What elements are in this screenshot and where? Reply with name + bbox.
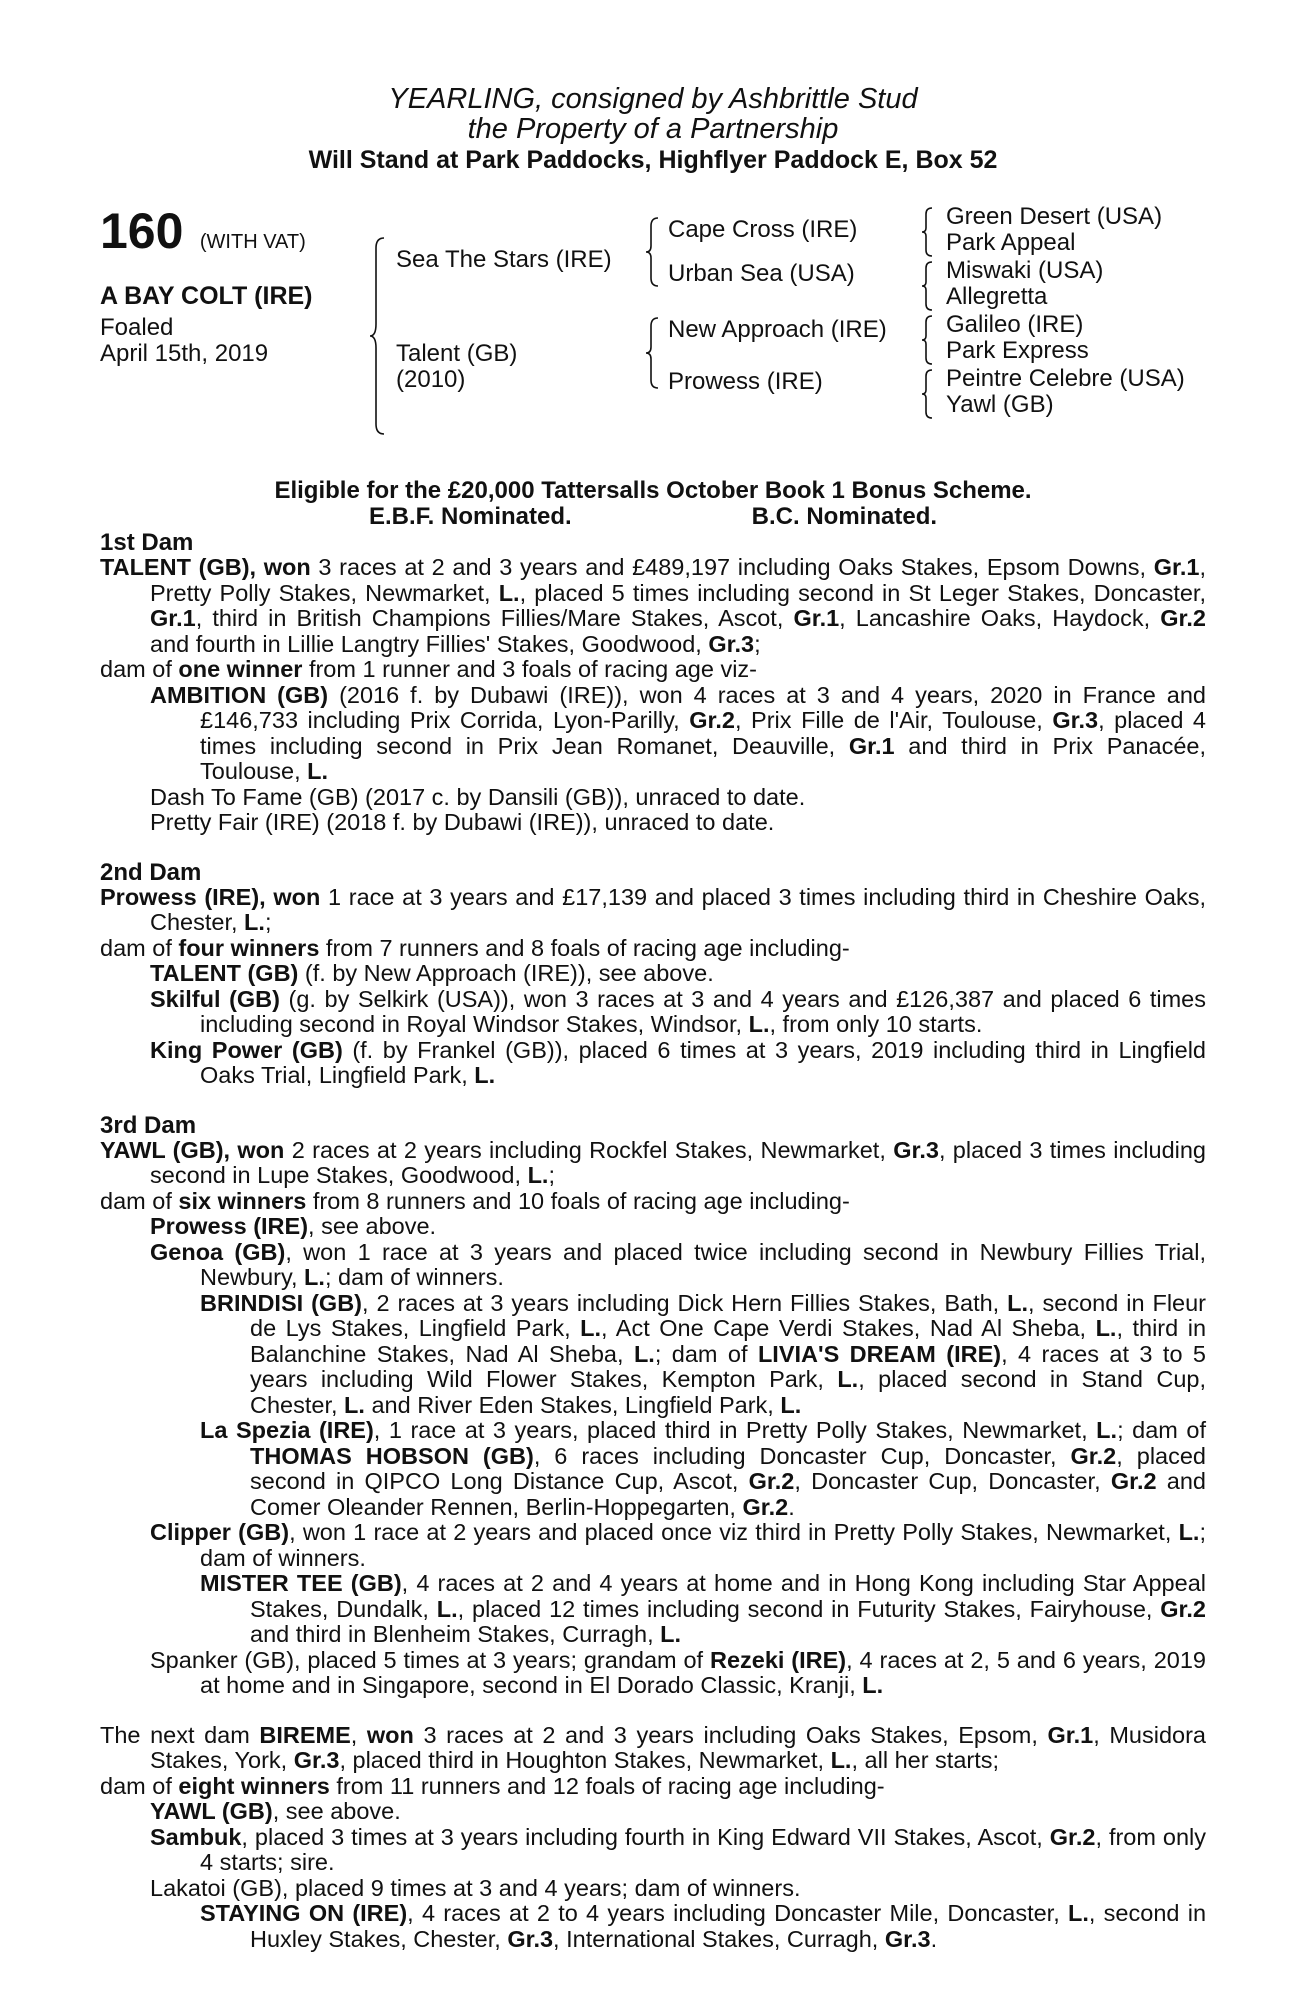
gp-yawl: Yawl (GB) — [946, 391, 1054, 418]
bold-text: L. — [1178, 1519, 1200, 1545]
entry-text: , Act One Cape Verdi Stakes, Nad Al Sheba, — [601, 1315, 1096, 1341]
bold-text: TALENT (GB) — [150, 960, 299, 986]
entry-text: , won 1 race at 3 years and placed twice including second in Newbury Fillies Trial, Newbury, — [200, 1238, 1207, 1290]
entry-text: and fourth in Lillie Langtry Fillies' Stakes, Goodwood, — [150, 630, 709, 657]
entry-text: , 6 races including Doncaster Cup, Doncaster, — [533, 1442, 1071, 1469]
entry-text: (f. by Frankel (GB)), placed 6 times at 3 years, 2019 including third in Lingfield Oaks Trial, Lingfield Park, — [200, 1036, 1206, 1088]
entry-text: ; — [264, 909, 272, 935]
bold-text: YAWL (GB) — [150, 1798, 273, 1824]
entry-text: , second in Huxley Stakes, Chester, — [250, 1900, 1207, 1952]
entry-text: from 1 runner and 3 foals of racing age viz- — [302, 656, 757, 682]
record-entry — [100, 1825, 1206, 1876]
entry-text: and third in Prix Panacée, Toulouse, — [200, 732, 1206, 784]
bold-text: L. — [244, 909, 265, 935]
bold-text: Prowess (IRE), won — [100, 883, 321, 910]
bold-text: L. — [307, 758, 329, 784]
entry-text: , placed second in QIPCO Long Distance Cup, Ascot, — [250, 1442, 1206, 1494]
bc-nominated: B.C. Nominated. — [751, 503, 938, 530]
section-gap — [100, 1089, 1206, 1113]
entry-text: Dash To Fame (GB) (2017 c. by Dansili (GB)), unraced to date. — [150, 783, 806, 810]
gp-green-desert: Green Desert (USA) — [946, 203, 1163, 230]
section-heading: 3rd Dam — [100, 1111, 197, 1139]
bold-text: L. — [837, 1366, 859, 1392]
entry-text: , placed 4 times including second in Prix Jean Romanet, Deauville, — [200, 707, 1207, 759]
sire-brace — [644, 216, 660, 288]
produce-record — [100, 530, 1206, 1952]
bold-text: L. — [344, 1391, 365, 1418]
consignor-line: YEARLING, consigned by Ashbrittle Stud — [388, 83, 918, 115]
entry-text: , 4 races at 2 to 4 years including Doncaster Mile, Doncaster, — [407, 1900, 1068, 1926]
foaled-date: April 15th, 2019 — [100, 340, 269, 367]
bold-text: L. — [527, 1162, 549, 1188]
record-entry — [100, 1901, 1206, 1952]
bold-text: L. — [1095, 1315, 1117, 1341]
entry-text: from 7 runners and 8 foals of racing age including- — [319, 934, 850, 961]
bold-text: Gr.1 — [793, 605, 840, 631]
bold-text: La Spezia (IRE) — [200, 1417, 374, 1443]
bold-text: Gr.1 — [150, 605, 196, 631]
entry-text: (2016 f. by Dubawi (IRE)), won 4 races at 3 and 4 years, 2020 in France and £146,733 including Prix Corrida, Lyon-Parilly, — [200, 681, 1206, 733]
section-heading: 2nd Dam — [100, 858, 202, 886]
bold-text: Gr.2 — [742, 1493, 789, 1520]
entry-text: dam of — [100, 1187, 179, 1214]
record-entry — [100, 555, 1206, 657]
entry-text: The next dam — [100, 1721, 260, 1748]
entry-text: ; — [548, 1162, 555, 1188]
sire-sire: Cape Cross (IRE) — [668, 216, 858, 243]
record-entry — [100, 1291, 1206, 1419]
bold-text: Gr.3 — [893, 1136, 939, 1163]
bold-text: four winners — [178, 934, 320, 961]
entry-text: , placed third in Houghton Stakes, Newmarket, — [339, 1747, 831, 1773]
gp-allegretta: Allegretta — [946, 283, 1048, 310]
entry-text: ; dam of winners. — [200, 1519, 1206, 1571]
entry-text: ; dam of — [654, 1340, 758, 1367]
gp-brace-2 — [920, 260, 934, 312]
bold-text: L. — [780, 1391, 802, 1418]
bold-text: L. — [304, 1264, 325, 1290]
bold-text: Gr.2 — [689, 707, 735, 733]
bold-text: won — [366, 1721, 414, 1748]
record-entry — [100, 987, 1206, 1038]
entry-text: , from only 10 starts. — [769, 1011, 983, 1037]
entry-text: dam of — [100, 1772, 179, 1799]
record-entry — [100, 1214, 1206, 1240]
bold-text: six winners — [178, 1187, 307, 1214]
record-entry — [100, 1038, 1206, 1089]
bold-text: Genoa (GB) — [150, 1238, 286, 1265]
record-entry — [100, 1520, 1206, 1571]
entry-text: , see above. — [308, 1213, 437, 1239]
bold-text: L. — [436, 1595, 458, 1622]
gp-brace-1 — [920, 206, 934, 258]
record-entry — [100, 961, 1206, 987]
ebf-nominated: E.B.F. Nominated. — [368, 503, 572, 530]
bold-text: THOMAS HOBSON (GB) — [250, 1442, 534, 1469]
entry-text: ; dam of — [1117, 1417, 1206, 1443]
bold-text: Gr.3 — [708, 630, 755, 657]
dam-name: Talent (GB) — [396, 340, 518, 367]
bold-text: L. — [498, 579, 520, 606]
record-entry — [100, 885, 1206, 936]
record-entry — [100, 1648, 1206, 1699]
entry-text: , won 1 race at 2 years and placed once viz third in Pretty Polly Stakes, Newmarket, — [289, 1519, 1179, 1545]
section-gap — [100, 1699, 1206, 1723]
lot-header — [100, 84, 1206, 176]
record-entry — [100, 1138, 1206, 1189]
bold-text: L. — [862, 1672, 884, 1698]
bold-text: Sambuk — [150, 1823, 242, 1850]
entry-text: (f. by New Approach (IRE)), see above. — [298, 960, 714, 986]
entry-text: , 4 races at 2, 5 and 6 years, 2019 at home and in Singapore, second in El Dorado Classic, Kranji, — [200, 1646, 1206, 1698]
entry-text: , placed 3 times including second in Lupe Stakes, Goodwood, — [150, 1136, 1207, 1188]
entry-text: , — [350, 1721, 367, 1748]
vat-note: (WITH VAT) — [199, 231, 306, 253]
gp-peintre-celebre: Peintre Celebre (USA) — [946, 365, 1185, 392]
entry-text: , placed second in Stand Cup, Chester, — [250, 1366, 1206, 1418]
bold-text: Gr.2 — [1160, 605, 1206, 631]
record-entry — [100, 1723, 1206, 1774]
record-entry — [100, 657, 1206, 683]
bold-text: L. — [830, 1747, 852, 1773]
dam-dam: Prowess (IRE) — [668, 368, 823, 395]
entry-text: ; — [754, 630, 761, 657]
entry-text: 1 race at 3 years and £17,139 and placed 3 times including third in Cheshire Oaks, Chester, — [150, 883, 1206, 935]
entry-text: , 1 race at 3 years, placed third in Pretty Polly Stakes, Newmarket, — [373, 1417, 1097, 1443]
bold-text: Gr.3 — [293, 1747, 340, 1773]
section-heading: 1st Dam — [100, 529, 194, 556]
dam-section — [100, 530, 1206, 836]
entry-text: , Musidora Stakes, York, — [150, 1721, 1206, 1773]
pedigree-block — [100, 203, 1206, 472]
foaled-label: Foaled — [100, 314, 174, 341]
entry-text: , third in British Champions Fillies/Mare Stakes, Ascot, — [195, 605, 794, 631]
bold-text: Rezeki (IRE) — [709, 1646, 847, 1673]
entry-text: , International Stakes, Curragh, — [553, 1925, 885, 1952]
entry-text: . — [788, 1493, 795, 1520]
bold-text: BIREME — [259, 1721, 351, 1748]
entry-text: , 4 races at 3 to 5 years including Wild Flower Stakes, Kempton Park, — [250, 1340, 1206, 1392]
bold-text: Skilful (GB) — [150, 985, 280, 1012]
bold-text: Clipper (GB) — [150, 1519, 290, 1545]
entry-text: dam of — [100, 934, 179, 961]
entry-text: from 11 runners and 12 foals of racing age including- — [329, 1772, 885, 1799]
lot-info — [100, 203, 306, 259]
bold-text: Gr.1 — [1153, 554, 1200, 580]
lot-number: 160 — [100, 203, 184, 259]
entry-text: Spanker (GB), placed 5 times at 3 years; grandam of — [150, 1646, 710, 1673]
gp-park-appeal: Park Appeal — [946, 229, 1076, 256]
gp-park-express: Park Express — [946, 337, 1089, 364]
bold-text: MISTER TEE (GB) — [200, 1570, 402, 1596]
record-entry — [100, 936, 1206, 962]
nominations — [100, 504, 1206, 530]
entry-text: , 4 races at 2 and 4 years at home and in Hong Kong including Star Appeal Stakes, Dundalk, — [250, 1570, 1206, 1622]
record-entry — [100, 683, 1206, 785]
pedigree-brace — [368, 236, 386, 436]
entry-text: and River Eden Stakes, Lingfield Park, — [364, 1391, 781, 1418]
record-entry — [100, 1240, 1206, 1291]
bold-text: BRINDISI (GB) — [200, 1289, 362, 1316]
bold-text: YAWL (GB), won — [100, 1136, 285, 1163]
entry-text: , see above. — [272, 1798, 401, 1824]
bold-text: Gr.2 — [1110, 1468, 1157, 1494]
gp-brace-3 — [920, 314, 934, 366]
record-entry — [100, 1189, 1206, 1215]
dam-brace — [644, 316, 660, 390]
entry-text: , placed 5 times including second in St Leger Stakes, Doncaster, — [519, 579, 1206, 606]
bold-text: eight winners — [178, 1772, 330, 1799]
bold-text: L. — [580, 1315, 602, 1341]
record-entry — [100, 1876, 1206, 1902]
record-entry — [100, 810, 1206, 836]
catalogue-page — [100, 84, 1206, 1952]
bold-text: Prowess (IRE) — [150, 1213, 309, 1239]
entry-text: 2 races at 2 years including Rockfel Stakes, Newmarket, — [284, 1136, 894, 1163]
entry-text: and Comer Oleander Rennen, Berlin-Hoppegarten, — [250, 1468, 1206, 1520]
entry-text: dam of — [100, 656, 179, 682]
bold-text: L. — [633, 1340, 655, 1367]
entry-text: , Pretty Polly Stakes, Newmarket, — [150, 554, 1206, 606]
bold-text: Gr.1 — [848, 732, 895, 759]
sire-dam: Urban Sea (USA) — [668, 260, 855, 287]
bold-text: L. — [474, 1062, 496, 1088]
gp-galileo: Galileo (IRE) — [946, 311, 1084, 338]
entry-text: 3 races at 2 and 3 years including Oaks Stakes, Epsom, — [413, 1721, 1048, 1748]
bold-text: Gr.1 — [1047, 1721, 1094, 1748]
bold-text: L. — [1096, 1417, 1118, 1443]
entry-text: , placed 3 times at 3 years including fourth in King Edward VII Stakes, Ascot, — [241, 1823, 1050, 1850]
dam-section — [100, 1699, 1206, 1953]
record-entry — [100, 1799, 1206, 1825]
entry-text: , placed 12 times including second in Futurity Stakes, Fairyhouse, — [457, 1595, 1161, 1622]
entry-text: , second in Fleur de Lys Stakes, Lingfield Park, — [250, 1289, 1206, 1341]
sire-name: Sea The Stars (IRE) — [396, 246, 612, 273]
entry-text: (g. by Selkirk (USA)), won 3 races at 3 and 4 years and £126,387 and placed 6 times including second in Royal Windsor Stakes, Windsor, — [200, 985, 1206, 1037]
bold-text: Gr.2 — [1070, 1442, 1117, 1469]
entry-text: Pretty Fair (IRE) (2018 f. by Dubawi (IRE)), unraced to date. — [150, 809, 775, 835]
entry-text: , Prix Fille de l'Air, Toulouse, — [734, 707, 1053, 733]
record-entry — [100, 1418, 1206, 1520]
bold-text: LIVIA'S DREAM (IRE) — [757, 1340, 1002, 1367]
entry-text: Lakatoi (GB), placed 9 times at 3 and 4 years; dam of winners. — [150, 1874, 801, 1901]
entry-text: , 2 races at 3 years including Dick Hern Fillies Stakes, Bath, — [362, 1289, 1008, 1316]
bold-text: King Power (GB) — [150, 1036, 343, 1063]
gp-brace-4 — [920, 368, 934, 420]
property-line: the Property of a Partnership — [467, 113, 839, 145]
bonus-scheme — [100, 478, 1206, 530]
bold-text: Gr.3 — [884, 1925, 931, 1952]
bold-text: L. — [1068, 1900, 1089, 1926]
entry-text: , Doncaster Cup, Doncaster, — [794, 1468, 1111, 1494]
record-entry — [100, 785, 1206, 811]
bold-text: L. — [660, 1621, 682, 1647]
dam-year: (2010) — [396, 366, 466, 393]
entry-text: , all her starts; — [851, 1747, 1000, 1773]
entry-text: , Lancashire Oaks, Haydock, — [839, 605, 1161, 631]
bold-text: Gr.3 — [1052, 707, 1099, 733]
lot-title: A BAY COLT (IRE) — [100, 282, 313, 310]
entry-text: , from only 4 starts; sire. — [200, 1823, 1207, 1875]
gp-miswaki: Miswaki (USA) — [946, 257, 1104, 284]
entry-text: from 8 runners and 10 foals of racing age including- — [306, 1187, 850, 1214]
entry-text: ; dam of winners. — [324, 1264, 504, 1290]
bold-text: Gr.2 — [748, 1468, 795, 1494]
entry-text: . — [930, 1925, 938, 1952]
dam-section — [100, 836, 1206, 1089]
bonus-line: Eligible for the £20,000 Tattersalls October Book 1 Bonus Scheme. — [274, 477, 1032, 504]
location-line: Will Stand at Park Paddocks, Highflyer Paddock E, Box 52 — [308, 146, 998, 174]
bold-text: TALENT (GB), won — [100, 554, 311, 580]
record-entry — [100, 1774, 1206, 1800]
bold-text: Gr.2 — [1049, 1823, 1096, 1850]
bold-text: Gr.3 — [507, 1925, 554, 1952]
dam-sire: New Approach (IRE) — [668, 316, 887, 343]
bold-text: L. — [1007, 1289, 1029, 1316]
record-entry — [100, 1571, 1206, 1648]
bold-text: STAYING ON (IRE) — [200, 1900, 408, 1926]
entry-text: , third in Balanchine Stakes, Nad Al Sheba, — [250, 1315, 1207, 1367]
section-gap — [100, 836, 1206, 860]
bold-text: Gr.2 — [1160, 1595, 1206, 1622]
dam-section — [100, 1089, 1206, 1699]
entry-text: 3 races at 2 and 3 years and £489,197 including Oaks Stakes, Epsom Downs, — [310, 554, 1154, 580]
entry-text: and third in Blenheim Stakes, Curragh, — [250, 1621, 661, 1647]
bold-text: AMBITION (GB) — [150, 681, 329, 708]
bold-text: one winner — [178, 656, 303, 682]
bold-text: L. — [748, 1011, 770, 1037]
